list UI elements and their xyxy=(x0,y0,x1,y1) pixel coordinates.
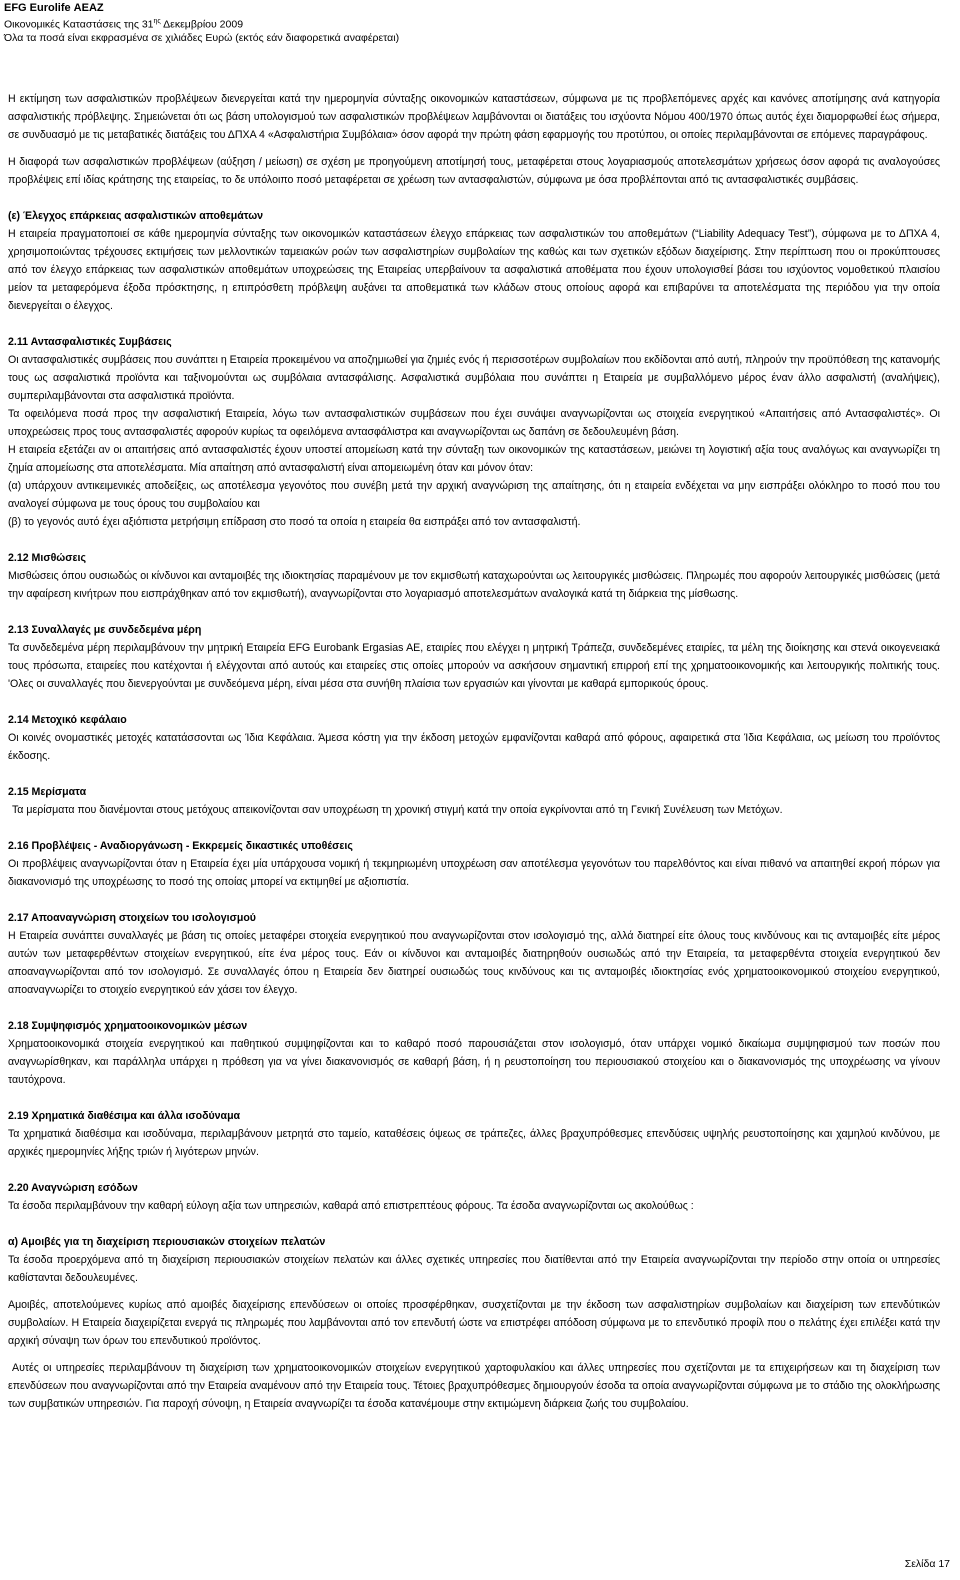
page-header xyxy=(4,2,399,45)
liability-adequacy-heading: (ε) Έλεγχος επάρκειας ασφαλιστικών αποθεμάτων xyxy=(8,210,264,222)
section-2-12-text: Μισθώσεις όπου ουσιωδώς οι κίνδυνοι και ανταμοιβές της ιδιοκτησίας παραμένουν με τον εκμισθωτή καταχωρούνται ως λειτουργικές μισθώσεις. Πληρωμές που αφορούν λειτουργικές μισθώσεις (μετά την αφαίρεση κινήτρων που εισπράχθηκαν από τον εκμισθωτή), αναγνωρίζονται στο λογαριασμό αποτελεσμάτων αναλογικά κατά τη διάρκεια της μίσθωσης. xyxy=(8,570,940,600)
section-2-11-paragraph-5: (β) το γεγονός αυτό έχει αξιόπιστα μετρήσιμη επίδραση στο ποσό τα οποία η εταιρεία θα εισπράξει από τον αντασφαλιστή. xyxy=(8,516,581,528)
intro-paragraph-2: Η διαφορά των ασφαλιστικών προβλέψεων (αύξηση / μείωση) σε σχέση με προηγούμενη αποτίμησή τους, μεταφέρεται στους λογαριασμούς αποτελεσμάτων χρήσεως όσον αφορά τις αναλογούσες προβλέψεις επί ιδίας κράτησης της εταιρείας, το δε υπόλοιπο ποσό μεταφέρεται σε χρέωση των αντασφαλιστών, σύμφωνα με όσα προβλέπονται από τις αντασφαλιστικές συμβάσεις. xyxy=(8,156,940,186)
statements-title xyxy=(4,15,399,32)
intro-paragraph-1: Η εκτίμηση των ασφαλιστικών προβλέψεων διενεργείται κατά την ημερομηνία σύνταξης οικονομικών καταστάσεων, σύμφωνα με τις προβλεπόμενες αρχές και κανόνες αποτίμησης ανά κατηγορία ασφαλιστικής πρόβλεψης. Σημειώνεται ότι ως βάση υπολογισμού των ασφαλιστικών προβλέψεων λαμβάνονται οι διατάξεις του ισχύοντα Νόμου 400/1970 όπως αυτός έχει διαμορφωθεί έως σήμερα, σε συνδυασμό με τις μεταβατικές διατάξεις του ΔΠΧΑ 4 «Ασφαλιστήρια Συμβόλαια» όσον αφορά την πρώτη φάση εφαρμογής του προτύπου, οι οποίες περιλαμβάνονται σε επόμενες παραγράφους. xyxy=(8,93,940,141)
section-2-13-heading: 2.13 Συναλλαγές με συνδεδεμένα μέρη xyxy=(8,624,202,636)
document-body xyxy=(8,90,940,1413)
section-2-12-heading: 2.12 Μισθώσεις xyxy=(8,552,86,564)
page-label: Σελίδα xyxy=(904,1558,936,1570)
section-2-20-text: Τα έσοδα περιλαμβάνουν την καθαρή εύλογη αξία των υπηρεσιών, καθαρά από επιστρεπτέους φόρους. Τα έσοδα αναγνωρίζονται ως ακολούθως : xyxy=(8,1200,694,1212)
section-2-18-text: Χρηματοοικονομικά στοιχεία ενεργητικού και παθητικού συμψηφίζονται και το καθαρό ποσό παρουσιάζεται στον ισολογισμό, όταν υπάρχει νομικό δικαίωμα συμψηφισμού των ποσών που αναγνωρίσθηκαν, και παράλληλα υπάρχει η πρόθεση για να γίνει διακανονισμός σε καθαρή βάση, ή η ρευστοποίηση του περιουσιακού στοιχείου και ο διακανονισμός της υποχρέωσης να γίνουν ταυτόχρονα. xyxy=(8,1038,940,1086)
section-2-16-text: Οι προβλέψεις αναγνωρίζονται όταν η Εταιρεία έχει μία υπάρχουσα νομική ή τεκμηριωμένη υποχρέωση σαν αποτέλεσμα γεγονότων του παρελθόντος και είναι πιθανό να απαιτηθεί εκροή πόρων για διακανονισμό της υποχρέωσης το ποσό της οποίας μπορεί να εκτιμηθεί με αξιοπιστία. xyxy=(8,858,940,888)
page-footer xyxy=(905,1558,950,1570)
section-2-20-a-paragraph-2: Αμοιβές, αποτελούμενες κυρίως από αμοιβές διαχείρισης επενδύσεων οι οποίες προσφέρθηκαν, συσχετίζονται με την έκδοση των ασφαλιστηρίων συμβολαίων και διαχείριση των επενδύτικών συμβολαίων. Η Εταιρεία διαχειρίζεται ενεργά τις πληρωμές που λαμβάνονται από τον επενδυτή ώστε να επιστρέφει απόδοση σύμφωνα με το επενδυτικό προφίλ που ο πελάτης έχει επιλέξει κατά την αρχική σύναψη των όρων του επενδυτικού προϊόντος. xyxy=(8,1299,940,1347)
section-2-19-text: Τα χρηματικά διαθέσιμα και ισοδύναμα, περιλαμβάνουν μετρητά στο ταμείο, καταθέσεις όψεως σε τράπεζες, άλλες βραχυπρόθεσμες επενδύσεις υψηλής ρευστοποίησης και χαμηλού κινδύνου, με αρχικές ημερομηνίες λήξης τριών ή λιγότερων μηνών. xyxy=(8,1128,940,1158)
section-2-17-heading: 2.17 Αποαναγνώριση στοιχείων του ισολογισμού xyxy=(8,912,256,924)
liability-adequacy-text: Η εταιρεία πραγματοποιεί σε κάθε ημερομηνία σύνταξης των οικονομικών καταστάσεων έλεγχο επάρκειας των ασφαλιστικών του αποθεμάτων (“Liability Adequacy Test”), σύμφωνα με το ΔΠΧΑ 4, χρησιμοποιώντας τρέχουσες εκτιμήσεις των μελλοντικών ταμειακών ροών των ασφαλιστηρίων συμβολαίων της καθώς και των σχετικών εξόδων διαχείρισης. Στην περίπτωση που οι προκύπτουσες από τον έλεγχο επάρκειας των ασφαλιστικών αποθεμάτων υποχρεώσεις της Εταιρείας υπερβαίνουν τα ασφαλιστικά αποθέματα που έχουν υπολογισθεί βάσει του ισχύοντος νομοθετικού πλαισίου μείον τα μεταφερόμενα έξοδα πρόσκτησης, η επιπρόσθετη πρόβλεψη αυξάνει τα αποθεματικά των κλάδων στους οποίους αφορά και επιβαρύνει τα αποτελέσματα της περιόδου για την οποία διενεργείται ο έλεγχος. xyxy=(8,228,940,312)
section-2-11-paragraph-3: Η εταιρεία εξετάζει αν οι απαιτήσεις από αντασφαλιστές έχουν υποστεί απομείωση κατά την σύνταξη των οικονομικών της καταστάσεων, μειώνει τη λογιστική αξία τους αναλόγως και αναγνωρίζει τη ζημία απομείωσης στα αποτελέσματα. Μία απαίτηση από αντασφαλιστή είναι απομειωμένη όταν και μόνον όταν: xyxy=(8,444,940,474)
section-2-11-heading: 2.11 Αντασφαλιστικές Συμβάσεις xyxy=(8,336,172,348)
section-2-14-heading: 2.14 Μετοχικό κεφάλαιο xyxy=(8,714,127,726)
section-2-11-paragraph-2: Τα οφειλόμενα ποσά προς την ασφαλιστική Εταιρεία, λόγω των αντασφαλιστικών συμβάσεων που έχει συνάψει αναγνωρίζονται ως στοιχεία ενεργητικού «Απαιτήσεις από Αντασφαλιστές». Οι υποχρεώσεις προς τους αντασφαλιστές αφορούν κυρίως τα οφειλόμενα αντασφάλιστρα και αναγνωρίζονται ως δαπάνη σε δεδουλευμένη βάση. xyxy=(8,408,940,438)
section-2-17-text: Η Εταιρεία συνάπτει συναλλαγές με βάση τις οποίες μεταφέρει στοιχεία ενεργητικού που αναγνωρίζονται στον ισολογισμό της, αλλά διατηρεί είτε όλους τους κινδύνους και τις ανταμοιβές είτε μέρος αυτών των μεταφερθέντων στοιχείων ενεργητικού, είτε ένα μέρος τους. Εάν οι κίνδυνοι και ανταμοιβές διατηρηθούν ουσιωδώς από την Εταιρεία, τα μεταφερθέντα στοιχεία ενεργητικού δεν αποαναγνωρίζονται από τον ισολογισμό. Σε συναλλαγές όπου η Εταιρεία δεν διατηρεί ουσιωδώς τους κινδύνους και τις ανταμοιβές ιδιοκτησίας ενός χρηματοοικονομικού στοιχείου ενεργητικού, αποαναγνωρίζει το στοιχείο ενεργητικού εάν χάσει τον έλεγχο. xyxy=(8,930,940,996)
section-2-20-a-paragraph-1: Τα έσοδα προερχόμενα από τη διαχείριση περιουσιακών στοιχείων πελατών και άλλες σχετικές υπηρεσίες που διατίθενται από την Εταιρεία αναγνωρίζονται την περίοδο στην οποία οι υπηρεσίες καθίστανται δεδουλευμένες. xyxy=(8,1254,940,1284)
statements-suffix: Δεκεμβρίου 2009 xyxy=(160,18,244,31)
section-2-15-text: Τα μερίσματα που διανέμονται στους μετόχους απεικονίζονται σαν υποχρέωση τη χρονική στιγμή κατά την οποία εγκρίνονται από τη Γενική Συνέλευση των Μετόχων. xyxy=(12,804,783,816)
currency-note: Όλα τα ποσά είναι εκφρασμένα σε χιλιάδες Ευρώ (εκτός εάν διαφορετικά αναφέρεται) xyxy=(4,31,400,44)
section-2-19-heading: 2.19 Χρηματικά διαθέσιμα και άλλα ισοδύναμα xyxy=(8,1110,241,1122)
section-2-20-heading: 2.20 Αναγνώριση εσόδων xyxy=(8,1182,138,1194)
section-2-18-heading: 2.18 Συμψηφισμός χρηματοοικονομικών μέσων xyxy=(8,1020,248,1032)
statements-prefix: Οικονομικές Καταστάσεις της 31 xyxy=(4,18,154,31)
section-2-14-text: Οι κοινές ονομαστικές μετοχές κατατάσσονται ως Ίδια Κεφάλαια. Άμεσα κόστη για την έκδοση μετοχών εμφανίζονται καθαρά από φόρους, αφαιρετικά στα Ίδια Κεφάλαια, ως μείωση του προϊόντος έκδοσης. xyxy=(8,732,940,762)
company-name: EFG Eurolife ΑΕΑΖ xyxy=(4,2,104,14)
section-2-13-text: Τα συνδεδεμένα μέρη περιλαμβάνουν την μητρική Εταιρεία EFG Eurobank Ergasias AE, εταιρίες που ελέγχει η μητρική Τράπεζα, συνδεδεμένες εταιρίες, τα μέλη της διοίκησης και στενά οικογενειακά τους πρόσωπα, εταιρείες που κατέχονται ή ελέγχονται από αυτούς και εταιρείες στις οποίες μπορούν να ασκήσουν σημαντική επιρροή επί της χρηματοοικονομικής και λειτουργικής πολιτικής τους. 'Ολες οι συναλλαγές που διενεργούνται με συνδεόμενα μέρη, είναι μέσα στα συνήθη πλαίσια των εργασιών και γίνονται με καθαρά εμπορικούς όρους. xyxy=(8,642,940,690)
page-number: 17 xyxy=(938,1558,950,1570)
statements-sup: ης xyxy=(153,18,161,25)
section-2-20-a-heading: α) Αμοιβές για τη διαχείριση περιουσιακών στοιχείων πελατών xyxy=(8,1236,326,1248)
section-2-11-paragraph-4: (α) υπάρχουν αντικειμενικές αποδείξεις, ως αποτέλεσμα γεγονότος που συνέβη μετά την αρχική αναγνώριση της απαίτησης, ότι η εταιρεία ενδέχεται να μην εισπράξει ολόκληρο το ποσό που του αναλογεί σύμφωνα με τους όρους του συμβολαίου και xyxy=(8,480,940,510)
section-2-15-heading: 2.15 Μερίσματα xyxy=(8,786,87,798)
section-2-11-paragraph-1: Οι αντασφαλιστικές συμβάσεις που συνάπτει η Εταιρεία προκειμένου να αποζημιωθεί για ζημιές ενός ή περισσοτέρων συμβολαίων που εκδίδονται από αυτή, πληρούν την προϋπόθεση της κατανομής τους ως ασφαλιστικά προϊόντα και ταξινομούνται ως συμβόλαια αντασφάλισης. Ασφαλιστικά συμβόλαια που συνάπτει η Εταιρεία με συμβαλλόμενο μέρος έναν άλλο ασφαλιστή (αναλήψεις), συμπεριλαμβάνονται στα ασφαλιστικά προϊόντα. xyxy=(8,354,940,402)
section-2-16-heading: 2.16 Προβλέψεις - Αναδιοργάνωση - Εκκρεμείς δικαστικές υποθέσεις xyxy=(8,840,353,852)
section-2-20-a-paragraph-3: Αυτές οι υπηρεσίες περιλαμβάνουν τη διαχείριση των χρηματοοικονομικών στοιχείων ενεργητικού χαρτοφυλακίου και άλλες υπηρεσίες που σχετίζονται με τα επιχειρήσεων και τη διαχείριση των επενδύσεων που αναγνωρίζονται από την Εταιρεία αναμένουν από την Εταιρεία τους. Τέτοιες βραχυπρόθεσμες δημιουργούν έσοδα τα οποία αναγνωρίζονται σύμφωνα με το στάδιο της ολοκλήρωσης των συμβατικών υπηρεσιών. Για παροχή σύνοψη, η Εταιρεία αναγνωρίζει τα έσοδα κατανέμουμε στην εκτιμώμενη διάρκεια ζωής του συμβολαίου. xyxy=(8,1362,940,1410)
